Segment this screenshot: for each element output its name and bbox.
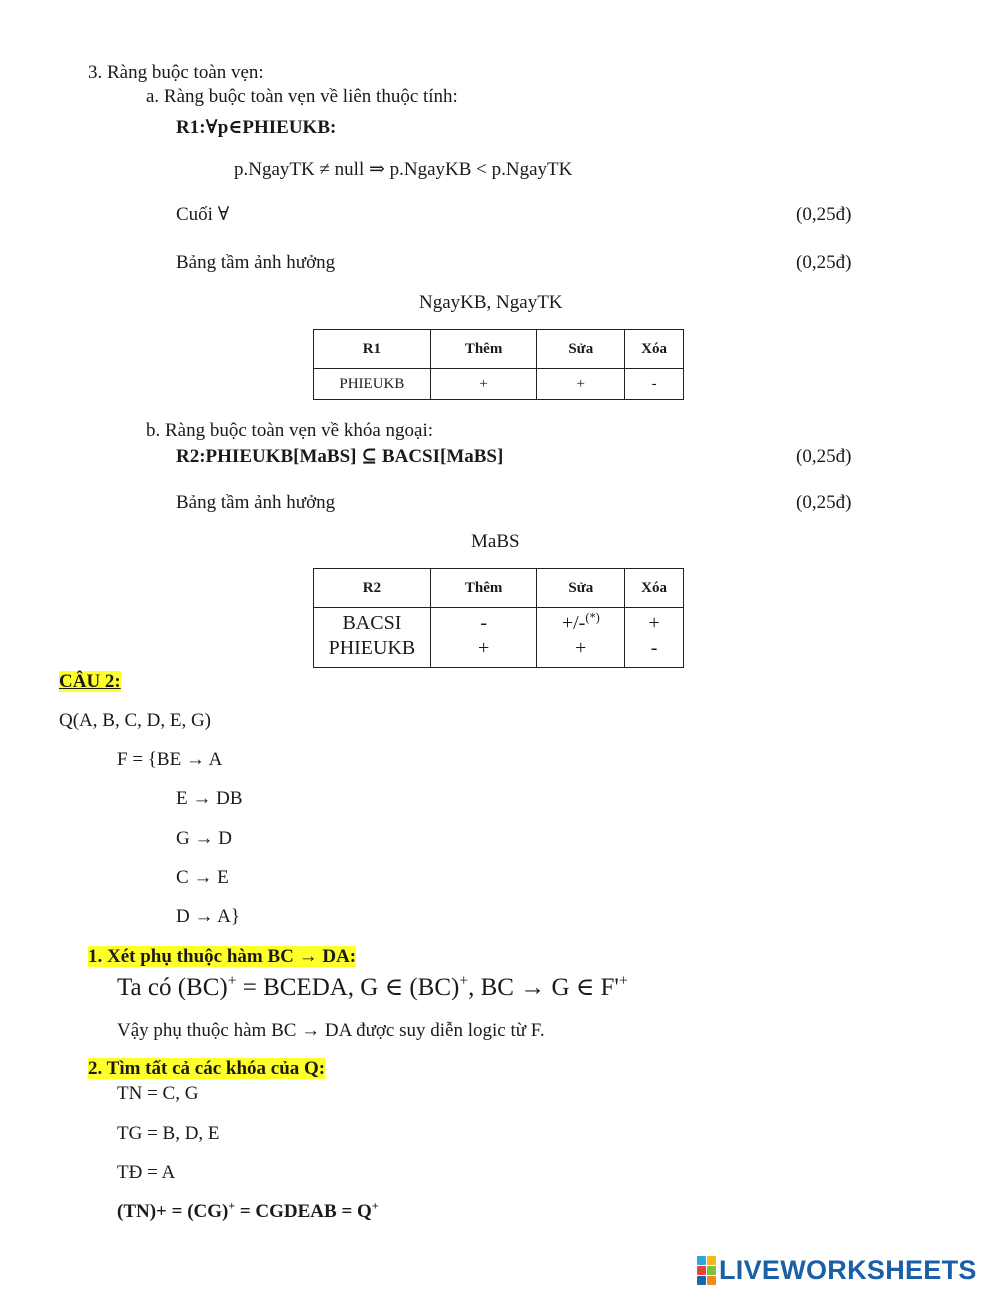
closure-part: = BCEDA, G ∈ (BC) xyxy=(236,974,460,1001)
table-cell-sua: + xyxy=(537,369,625,400)
r2-title: R2:PHIEUKB[MaBS] ⊆ BACSI[MaBS] xyxy=(176,446,504,467)
r2-table-score: (0,25đ) xyxy=(796,492,852,513)
them-phieukb: + xyxy=(478,637,490,659)
relation-phieukb: PHIEUKB xyxy=(328,637,416,659)
constraint-b-heading: b. Ràng buộc toàn vẹn về khóa ngoại: xyxy=(146,420,434,441)
tn-closure xyxy=(117,1200,379,1224)
closure-part: , BC → G ∈ F' xyxy=(468,974,619,1001)
tn-closure-part: (TN)+ = (CG) xyxy=(117,1201,229,1222)
table-cell-xoa: - xyxy=(625,369,684,400)
tg-set: TG = B, D, E xyxy=(117,1123,220,1144)
r1-table-label: Bảng tầm ảnh hưởng xyxy=(176,252,336,273)
table-cell-relations xyxy=(314,608,431,668)
question-1-heading: 1. Xét phụ thuộc hàm BC → DA: xyxy=(88,946,357,967)
r1-influence-table xyxy=(313,329,684,400)
table-cell-xoa xyxy=(625,608,684,668)
fd-line: G → D xyxy=(176,828,232,849)
relation-schema: Q(A, B, C, D, E, G) xyxy=(59,710,211,731)
closure-sup: + xyxy=(227,972,237,990)
fd-line: D → A} xyxy=(176,906,241,927)
closure-sup: + xyxy=(459,972,469,990)
fd-line: C → E xyxy=(176,867,229,888)
r2-table-label: Bảng tầm ảnh hưởng xyxy=(176,492,336,513)
r1-formula: p.NgayTK ≠ null ⇒ p.NgayKB < p.NgayTK xyxy=(234,159,573,180)
r1-end: Cuối ∀ xyxy=(176,204,230,225)
logo-text: LIVEWORKSHEETS xyxy=(719,1254,977,1285)
table-cell-relation: PHIEUKB xyxy=(314,369,431,400)
table-cell-sua xyxy=(537,608,625,668)
table-header: R1 xyxy=(314,330,431,369)
xoa-bacsi: + xyxy=(648,612,660,634)
fd-line: F = {BE → A xyxy=(117,749,223,770)
closure-part: Ta có (BC) xyxy=(117,974,228,1001)
them-bacsi: - xyxy=(480,612,487,634)
liveworksheets-logo xyxy=(697,1255,977,1285)
sua-bacsi-value: +/- xyxy=(561,612,586,634)
sua-bacsi xyxy=(537,611,624,636)
r1-title: R1:∀p∈PHIEUKB: xyxy=(176,117,337,138)
tn-set: TN = C, G xyxy=(117,1083,199,1104)
table-cell-them xyxy=(430,608,537,668)
question-2-heading: 2. Tìm tất cả các khóa của Q: xyxy=(88,1058,326,1079)
closure-sup: + xyxy=(618,972,628,990)
r1-attributes: NgayKB, NgayTK xyxy=(419,292,563,313)
table-header: Sửa xyxy=(537,330,625,369)
table-header: Thêm xyxy=(430,330,537,369)
logo-blocks-icon xyxy=(697,1256,716,1285)
table-header: Xóa xyxy=(625,569,684,608)
table-cell-them: + xyxy=(430,369,537,400)
tn-closure-sup: + xyxy=(371,1199,379,1213)
sua-bacsi-note: (*) xyxy=(585,610,600,625)
closure-statement xyxy=(117,973,628,1003)
table-header: R2 xyxy=(314,569,431,608)
r1-table-score: (0,25đ) xyxy=(796,252,852,273)
table-header: Xóa xyxy=(625,330,684,369)
r1-end-score: (0,25đ) xyxy=(796,204,852,225)
section-3-heading: 3. Ràng buộc toàn vẹn: xyxy=(88,62,264,83)
table-header: Sửa xyxy=(537,569,625,608)
sua-phieukb: + xyxy=(575,637,587,659)
r2-score: (0,25đ) xyxy=(796,446,852,467)
cau2-title: CÂU 2: xyxy=(59,671,121,692)
td-set: TĐ = A xyxy=(117,1162,176,1183)
tn-closure-sup: + xyxy=(228,1199,236,1213)
tn-closure-part: = CGDEAB = Q xyxy=(235,1201,372,1222)
fd-line: E → DB xyxy=(176,788,243,809)
table-header: Thêm xyxy=(430,569,537,608)
constraint-a-heading: a. Ràng buộc toàn vẹn về liên thuộc tính: xyxy=(146,86,458,107)
r2-influence-table xyxy=(313,568,684,668)
xoa-phieukb: - xyxy=(650,637,658,659)
relation-bacsi: BACSI xyxy=(342,612,402,634)
q1-conclusion: Vậy phụ thuộc hàm BC → DA được suy diễn logic từ F. xyxy=(117,1020,545,1041)
r2-attributes: MaBS xyxy=(471,531,520,552)
